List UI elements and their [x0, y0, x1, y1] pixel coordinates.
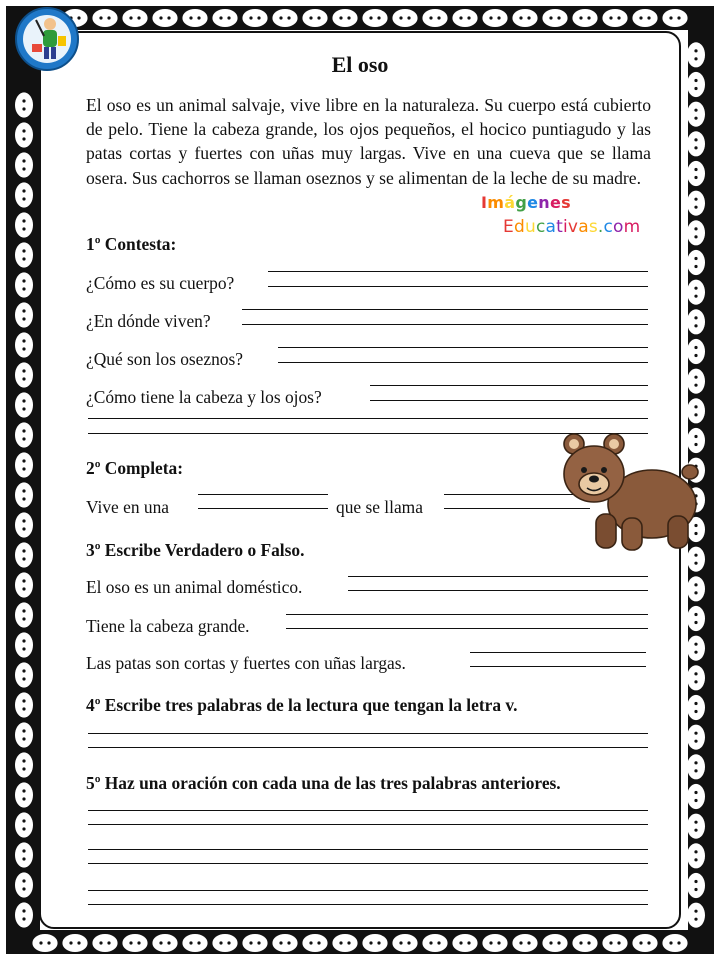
answer-line[interactable] — [470, 652, 646, 653]
question-3: ¿Qué son los oseznos? — [86, 349, 243, 369]
complete-part1: Vive en una — [86, 497, 169, 517]
answer-line[interactable] — [88, 733, 648, 734]
complete-part2: que se llama — [336, 497, 423, 517]
section1-heading: 1º Contesta: — [86, 234, 177, 254]
answer-line[interactable] — [88, 418, 648, 419]
section5-heading: 5º Haz una oración con cada una de las tres palabras anteriores. — [86, 773, 561, 793]
answer-line[interactable] — [88, 747, 648, 748]
watermark-line2: Educativas.com — [503, 217, 641, 237]
statement-2: Tiene la cabeza grande. — [86, 616, 250, 636]
answer-line[interactable] — [88, 810, 648, 811]
answer-line[interactable] — [370, 385, 648, 386]
answer-line[interactable] — [348, 576, 648, 577]
answer-line[interactable] — [278, 347, 648, 348]
page-title: El oso — [331, 52, 389, 77]
answer-line[interactable] — [88, 824, 648, 825]
statement-1: El oso es un animal doméstico. — [86, 577, 303, 597]
answer-line[interactable] — [286, 614, 648, 615]
answer-line[interactable] — [278, 362, 648, 363]
answer-line[interactable] — [268, 271, 648, 272]
question-4: ¿Cómo tiene la cabeza y los ojos? — [86, 387, 322, 407]
section4-heading: 4º Escribe tres palabras de la lectura que tengan la letra v. — [86, 695, 518, 715]
answer-line[interactable] — [370, 400, 648, 401]
statement-3: Las patas son cortas y fuertes con uñas largas. — [86, 653, 406, 673]
watermark-line1: Imágenes — [481, 193, 571, 212]
fill-blank-line[interactable] — [198, 494, 328, 495]
fill-blank-line[interactable] — [198, 508, 328, 509]
answer-line[interactable] — [88, 890, 648, 891]
answer-line[interactable] — [242, 324, 648, 325]
bear-icon — [556, 432, 702, 556]
reading-passage: El oso es un animal salvaje, vive libre en la naturaleza. Su cuerpo está cubierto de pelo. Tiene la cabeza grande, los ojos pequeños, el hocico puntiagudo y las patas cortas y fuertes con uñas muy largas. Vive en una cueva que se llama osera. Sus cachorros se llaman oseznos y se alimentan de la leche de su madre. — [86, 95, 651, 188]
answer-line[interactable] — [88, 849, 648, 850]
question-2: ¿En dónde viven? — [86, 311, 211, 331]
answer-line[interactable] — [242, 309, 648, 310]
section3-heading: 3º Escribe Verdadero o Falso. — [86, 540, 305, 560]
answer-line[interactable] — [286, 628, 648, 629]
answer-line[interactable] — [88, 863, 648, 864]
answer-line[interactable] — [470, 666, 646, 667]
answer-line[interactable] — [268, 286, 648, 287]
question-1: ¿Cómo es su cuerpo? — [86, 273, 235, 293]
answer-line[interactable] — [88, 904, 648, 905]
section2-heading: 2º Completa: — [86, 458, 184, 478]
answer-line[interactable] — [348, 590, 648, 591]
